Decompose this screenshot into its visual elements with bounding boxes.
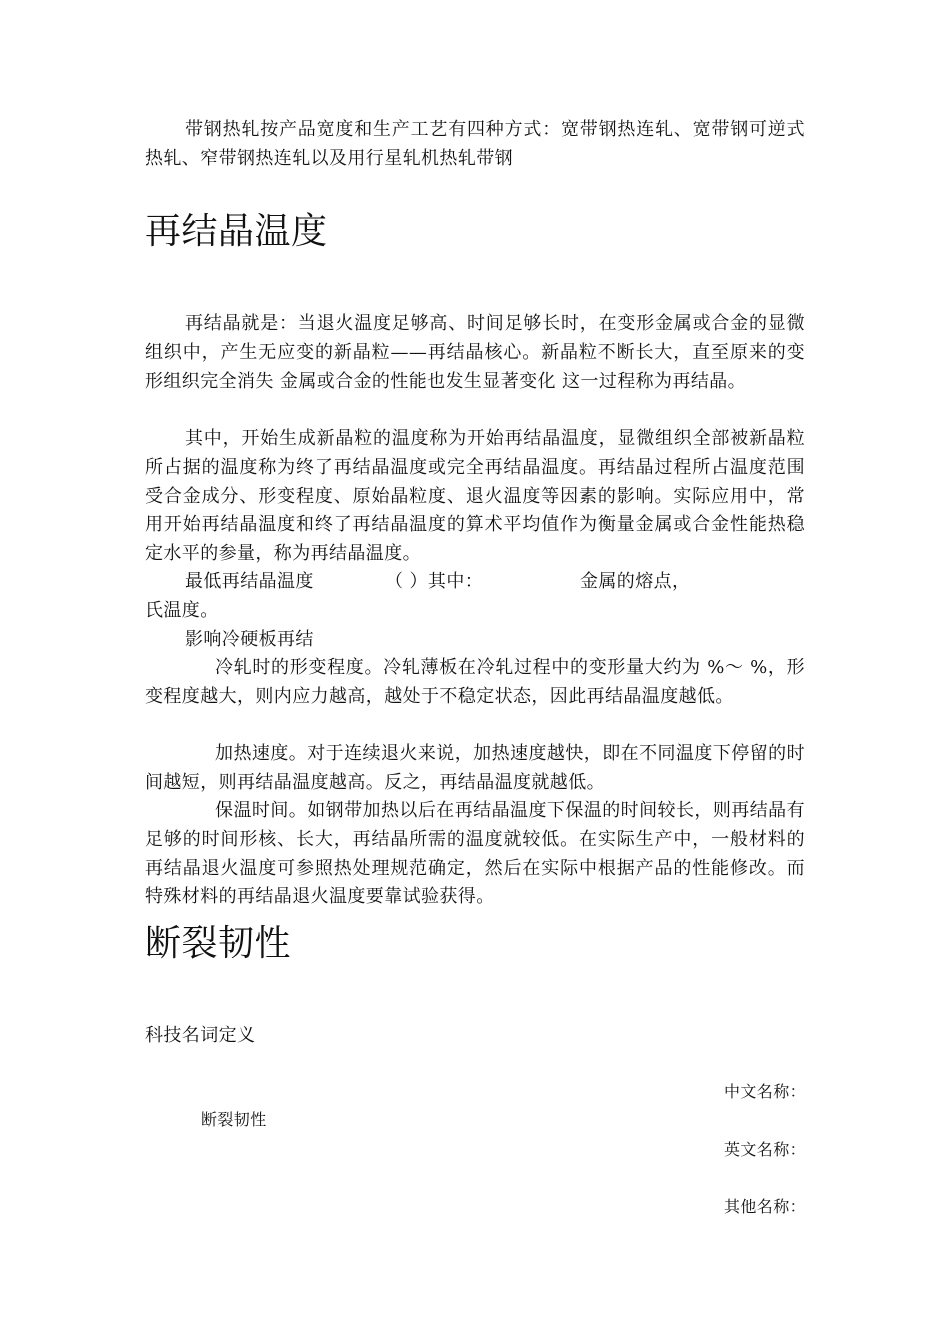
- section-title-fracture-toughness: 断裂韧性: [145, 923, 292, 964]
- section-title-recrystallization: 再结晶温度: [145, 211, 328, 252]
- formula-temperature-unit: 氏温度。: [145, 600, 219, 621]
- factor-deformation: 冷轧时的形变程度。冷轧薄板在冷轧过程中的变形量大约为 %～ %，形变程度越大，则内应力越高，越处于不稳定状态，因此再结晶温度越低。: [145, 657, 805, 707]
- paragraph-recrystallization-definition: 再结晶就是：当退火温度足够高、时间足够长时，在变形金属或合金的显微组织中，产生无应变的新晶粒——再结晶核心。新晶粒不断长大，直至原来的变形组织完全消失 金属或合金的性能也发生显著变化 这一过程称为再结晶。: [145, 313, 805, 392]
- label-english-name: 英文名称：: [724, 1140, 807, 1159]
- factor-holding-time: 保温时间。如钢带加热以后在再结晶温度下保温的时间较长，则再结晶有足够的时间形核、长大，再结晶所需的温度就较低。在实际生产中，一般材料的再结晶退火温度可参照热处理规范确定，然后在实际中根据产品的性能修改。而特殊材料的再结晶退火温度要靠试验获得。: [145, 800, 805, 908]
- label-other-names: 其他名称：: [724, 1197, 807, 1216]
- intro-paragraph: 带钢热轧按产品宽度和生产工艺有四种方式：宽带钢热连轧、宽带钢可逆式热轧、窄带钢热连轧以及用行星轧机热轧带钢: [145, 119, 805, 169]
- formula-melting-point: 金属的熔点，: [580, 571, 691, 592]
- formula-bracket: （ ）其中：: [385, 571, 484, 592]
- label-chinese-name: 中文名称：: [724, 1082, 807, 1101]
- factor-heating-rate: 加热速度。对于连续退火来说，加热速度越快，即在不同温度下停留的时间越短，则再结晶温度越高。反之，再结晶温度就越低。: [145, 743, 805, 793]
- term-definition-subtitle: 科技名词定义: [145, 1025, 256, 1046]
- paragraph-recrystallization-temperature: 其中，开始生成新晶粒的温度称为开始再结晶温度，显微组织全部被新晶粒所占据的温度称为终了再结晶温度或完全再结晶温度。再结晶过程所占温度范围受合金成分、形变程度、原始晶粒度、退火温度等因素的影响。实际应用中，常用开始再结晶温度和终了再结晶温度的算术平均值作为衡量金属或合金性能热稳定水平的参量，称为再结晶温度。: [145, 428, 805, 565]
- formula-label: 最低再结晶温度: [185, 571, 314, 592]
- value-chinese-name: 断裂韧性: [201, 1110, 267, 1129]
- factors-heading: 影响冷硬板再结: [185, 629, 314, 650]
